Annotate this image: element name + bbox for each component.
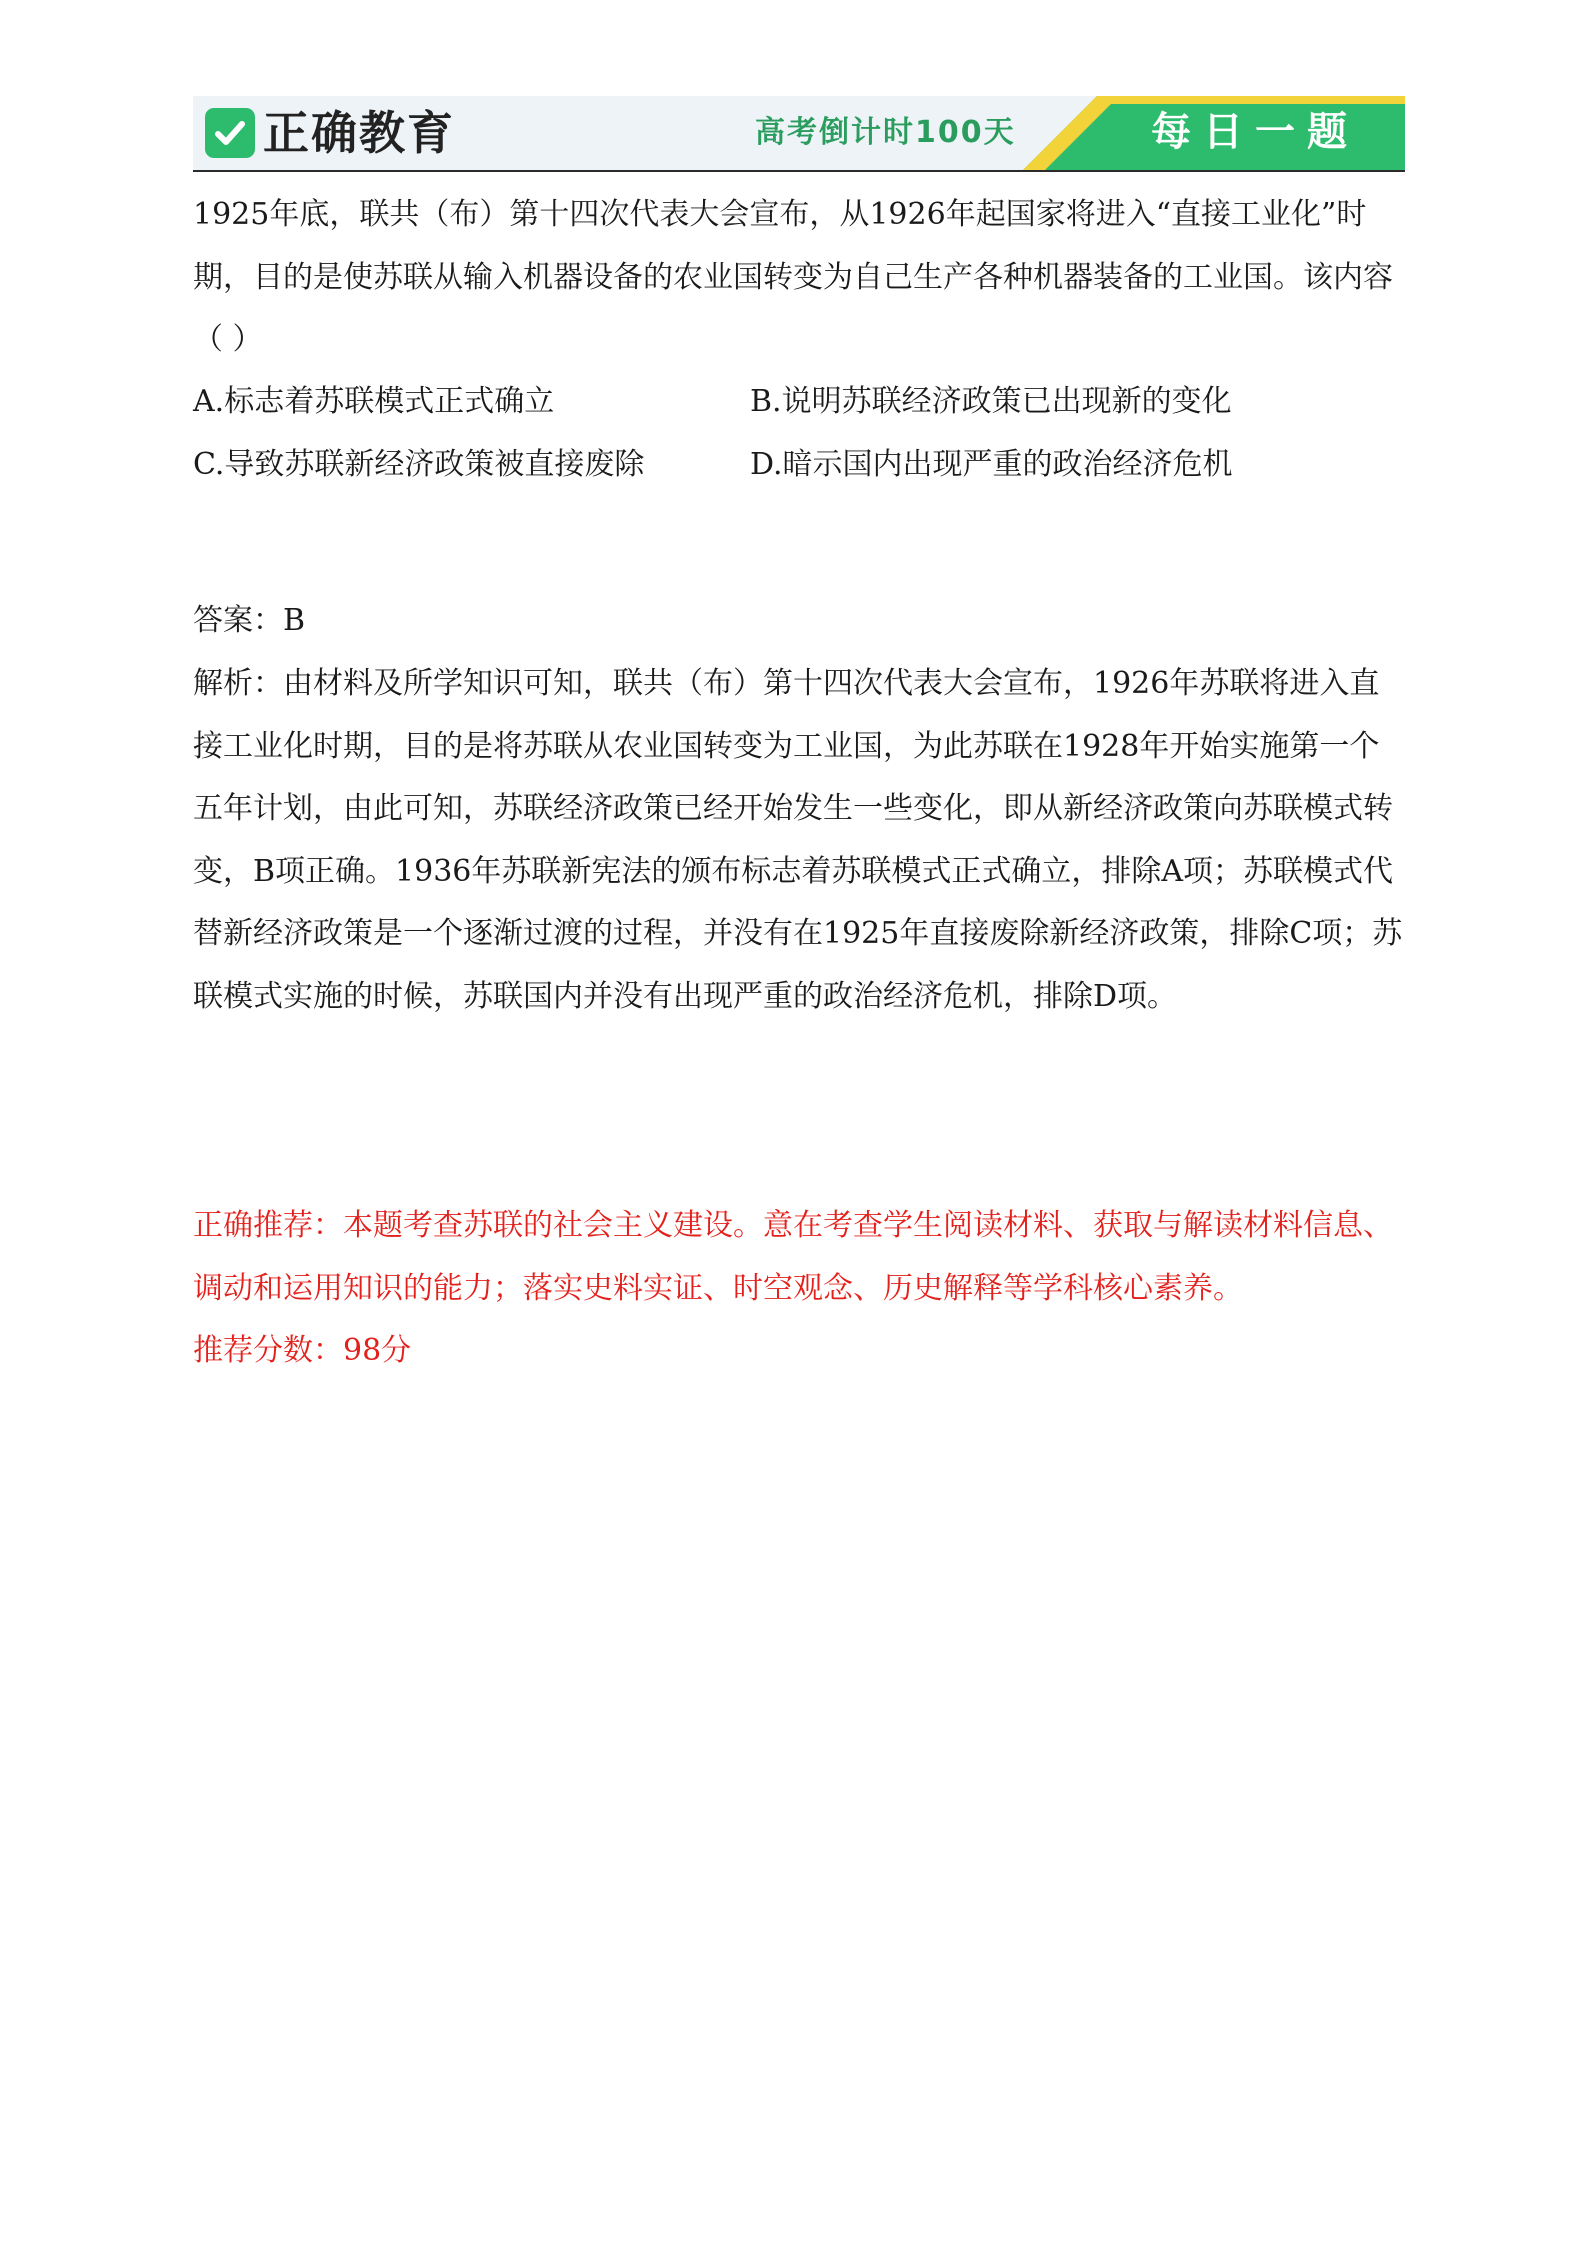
brand-logo	[205, 106, 455, 160]
question-stem: 1925年底，联共（布）第十四次代表大会宣布，从1926年起国家将进入“直接工业化”时期，目的是使苏联从输入机器设备的农业国转变为自己生产各种机器装备的工业国。该内容（ ）	[193, 197, 1393, 357]
daily-question-label: 每日一题	[1151, 109, 1359, 155]
option-c: C.导致苏联新经济政策被直接废除	[193, 447, 645, 482]
option-d: D.暗示国内出现严重的政治经济危机	[750, 447, 1233, 482]
countdown-label: 高考倒计时100天	[755, 115, 1016, 150]
answer-line: 答案：B	[193, 603, 306, 638]
header-banner	[193, 96, 1405, 170]
check-icon	[205, 108, 255, 158]
recommended-score: 推荐分数：98分	[193, 1333, 412, 1368]
analysis-text: 解析：由材料及所学知识可知，联共（布）第十四次代表大会宣布，1926年苏联将进入直接工业化时期，目的是将苏联从农业国转变为工业国，为此苏联在1928年开始实施第一个五年计划，由此可知，苏联经济政策已经开始发生一些变化，即从新经济政策向苏联模式转变，B项正确。1936年苏联新宪法的颁布标志着苏联模式正式确立，排除A项；苏联模式代替新经济政策是一个逐渐过渡的过程，并没有在1925年直接废除新经济政策，排除C项；苏联模式实施的时候，苏联国内并没有出现严重的政治经济危机，排除D项。	[193, 666, 1403, 1014]
recommendation-text: 正确推荐：本题考查苏联的社会主义建设。意在考查学生阅读材料、获取与解读材料信息、调动和运用知识的能力；落实史料实证、时空观念、历史解释等学科核心素养。	[193, 1208, 1393, 1306]
header-divider	[193, 170, 1405, 172]
brand-name: 正确教育	[263, 106, 455, 160]
option-b: B.说明苏联经济政策已出现新的变化	[750, 384, 1232, 419]
option-a: A.标志着苏联模式正式确立	[193, 384, 555, 419]
